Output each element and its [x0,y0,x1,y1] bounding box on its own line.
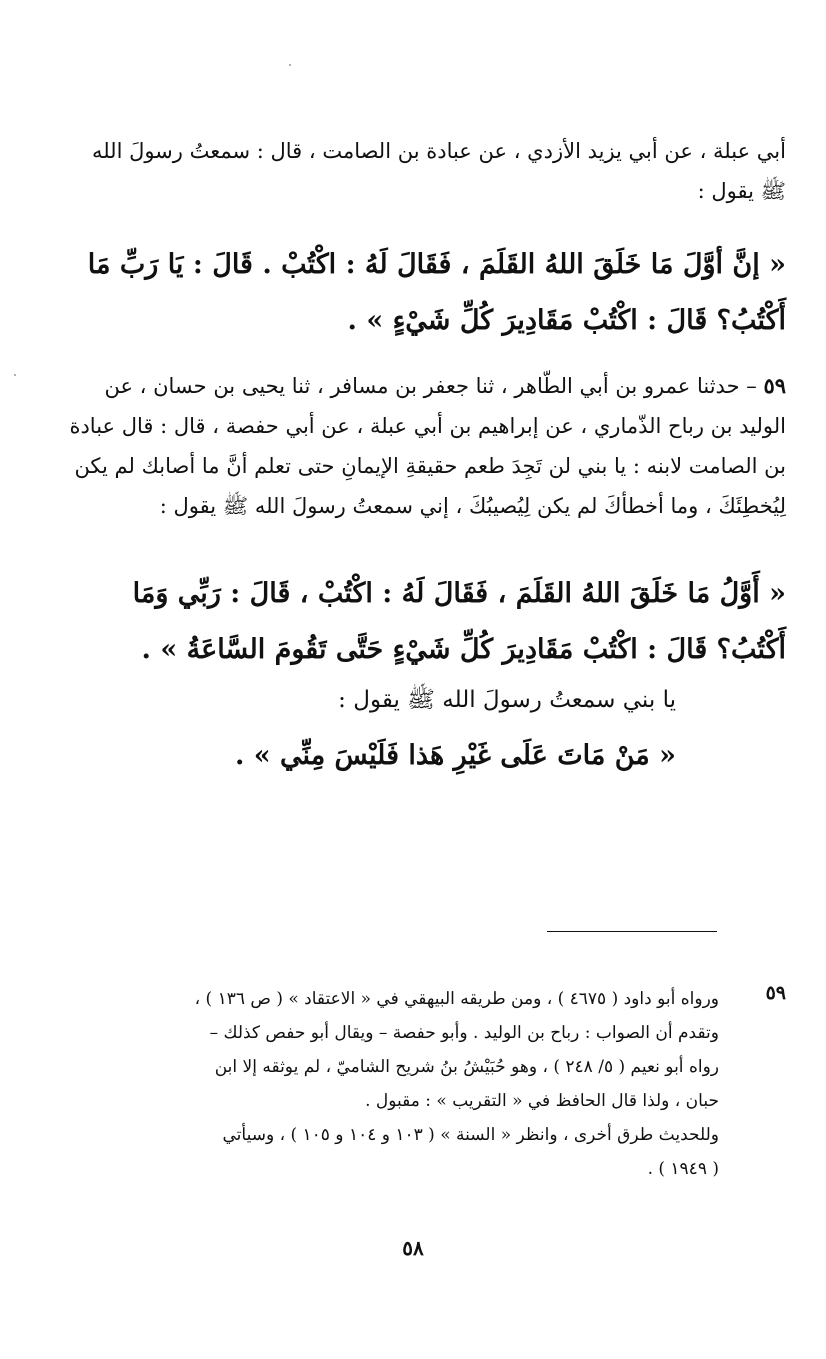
footnote-paragraph [49,982,719,1186]
text-line: يا بني سمعتُ رسولَ الله ﷺ يقول : [338,687,676,713]
text-line: الوليد بن رباح الذّماري ، عن إبراهيم بن أبي عبلة ، عن أبي حفصة ، قال : قال عبادة [69,414,786,438]
print-speck [289,64,291,66]
footnote-line: وللحديث طرق أخرى ، وانظر « السنة » ( ١٠٣ و ١٠٤ و ١٠٥ ) ، وسيأتي [222,1125,719,1145]
page-number: ٥٨ [402,1236,424,1260]
print-speck [14,374,16,376]
footnote-line: ( ١٩٤٩ ) . [647,1159,719,1179]
hadith-line: أَكْتُبُ؟ قَالَ : اكْتُبْ مَقَادِيرَ كُلِّ شَيْءٍ » . [347,305,786,336]
hadith-line: أَكْتُبُ؟ قَالَ : اكْتُبْ مَقَادِيرَ كُلِّ شَيْءٍ حَتَّى تَقُومَ السَّاعَةُ » . [141,634,786,665]
hadith-59-paragraph [41,366,786,526]
hadith-line: « أَوَّلُ مَا خَلَقَ اللهُ القَلَمَ ، فَقَالَ لَهُ : اكْتُبْ ، قَالَ : رَبِّي وَمَا [132,578,786,609]
text-line: ﷺ يقول : [697,179,786,203]
narration-paragraph [41,131,786,211]
footnote-line: حبان ، ولذا قال الحافظ في « التقريب » : مقبول . [365,1091,719,1111]
text-line: أبي عبلة ، عن أبي يزيد الأزدي ، عن عبادة بن الصامت ، قال : سمعتُ رسولَ الله [91,139,786,163]
footnote-line: ورواه أبو داود ( ٤٦٧٥ ) ، ومن طريقه البيهقي في « الاعتقاد » ( ص ١٣٦ ) ، [194,989,719,1009]
hadith-text [41,566,786,678]
text-line [41,366,786,406]
hadith-line: « إنَّ أوَّلَ مَا خَلَقَ اللهُ القَلَمَ ، فَقَالَ لَهُ : اكْتُبْ . قَالَ : يَا رَبِّ مَا [87,249,786,280]
hadith-line: « مَنْ مَاتَ عَلَى غَيْرِ هَذا فَلَيْسَ مِنِّي » . [234,740,676,771]
hadith-number: ٥٩ [763,373,786,398]
narration-paragraph [41,678,676,722]
footnote-number: ٥٩ [765,982,786,1004]
text-line: بن الصامت لابنه : يا بني لن تَجِدَ طعم حقيقةِ الإيمانِ حتى تعلم أنَّ ما أصابك لم يكن [74,454,786,478]
footnote-line: وتقدم أن الصواب : رباح بن الوليد . وأبو حفصة – ويقال أبو حفص كذلك – [209,1023,719,1043]
hadith-text [41,237,786,349]
hadith-text [41,728,676,784]
footnote-separator [547,931,717,932]
text-segment: – حدثنا عمرو بن أبي الطّاهر ، ثنا جعفر بن مسافر ، ثنا يحيى بن حسان ، عن [104,374,757,398]
text-line: لِيُخطِئَكَ ، وما أخطأكَ لم يكن لِيُصيبُكَ ، إني سمعتُ رسولَ الله ﷺ يقول : [159,494,786,518]
footnote-line: رواه أبو نعيم ( ٥/ ٢٤٨ ) ، وهو حُبَيْشُ بنُ شريح الشاميّ ، لم يوثقه إلا ابن [214,1057,719,1077]
